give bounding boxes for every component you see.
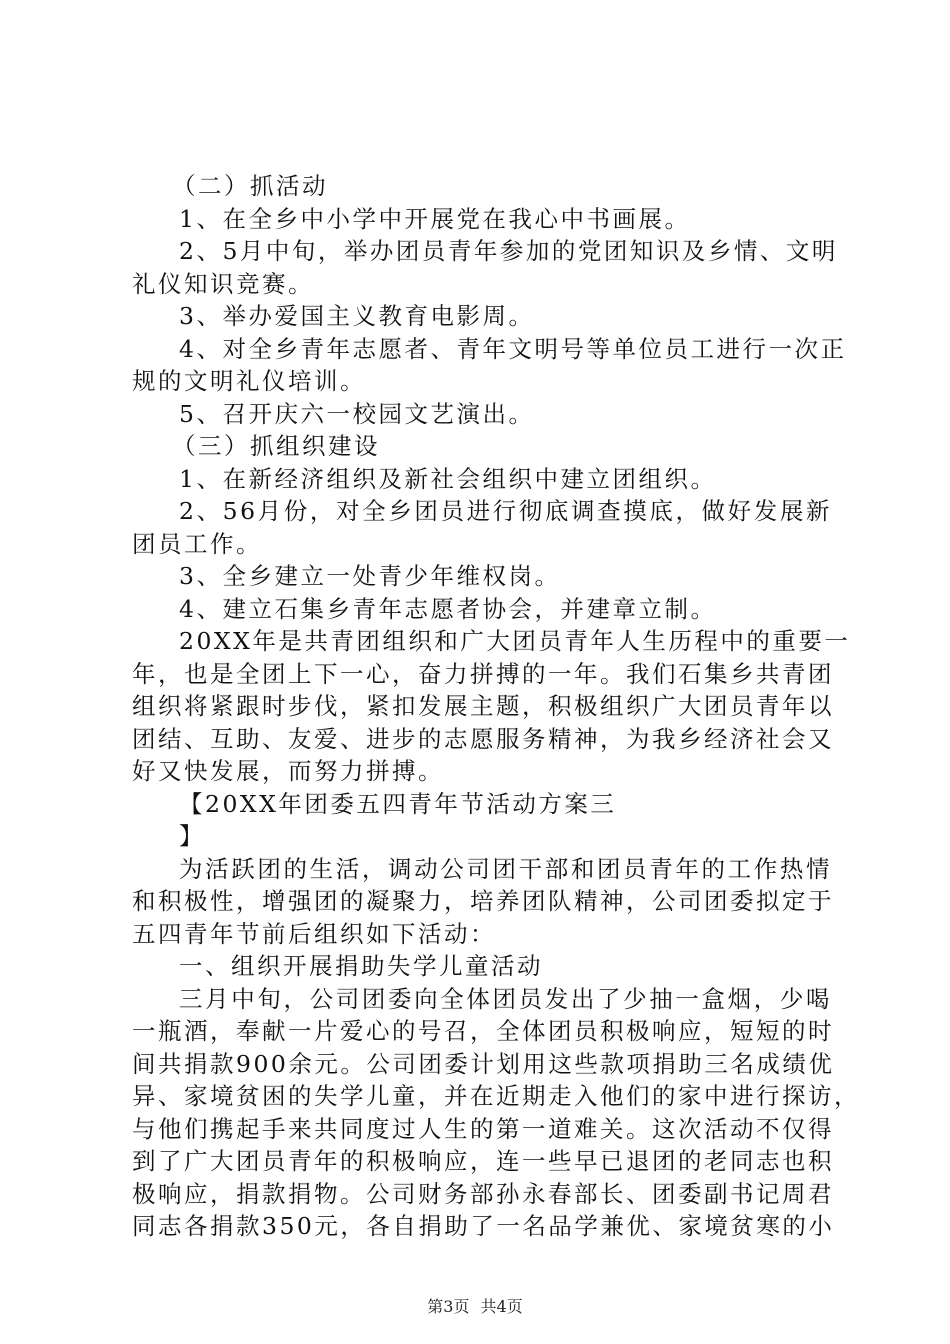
text-line: 同志各捐款350元，各自捐助了一名品学兼优、家境贫寒的小	[132, 1212, 835, 1240]
text-line: 好又快发展，而努力拼搏。	[132, 757, 444, 785]
text-line: 与他们携起手来共同度过人生的第一道难关。这次活动不仅得	[132, 1114, 834, 1143]
text-line: 20XX年是共青团组织和广大团员青年人生历程中的重要一	[179, 627, 851, 655]
text-line: 】	[179, 822, 205, 850]
text-line: 间共捐款900余元。公司团委计划用这些款项捐助三名成绩优	[132, 1049, 835, 1078]
text-line: 三月中旬，公司团委向全体团员发出了少抽一盒烟，少喝	[179, 984, 832, 1013]
text-line: 2、5月中旬，举办团员青年参加的党团知识及乡情、文明	[179, 237, 838, 265]
text-line: 【20XX年团委五四青年节活动方案三	[179, 789, 617, 818]
text-line: 团员工作。	[132, 529, 262, 558]
text-line: 异、家境贫困的失学儿童，并在近期走入他们的家中进行探访，	[132, 1082, 860, 1110]
text-line: 组织将紧跟时步伐，紧扣发展主题，积极组织广大团员青年以	[132, 692, 834, 720]
page-number: 第3页	[427, 1297, 470, 1316]
text-line: 1、在新经济组织及新社会组织中建立团组织。	[179, 464, 717, 493]
document-body	[132, 170, 860, 1243]
text-line: 团结、互助、友爱、进步的志愿服务精神，为我乡经济社会又	[132, 724, 834, 753]
text-line: （二）抓活动	[172, 172, 328, 200]
text-line: 一瓶酒，奉献一片爱心的号召，全体团员积极响应，短短的时	[132, 1017, 834, 1045]
text-line: 礼仪知识竞赛。	[132, 269, 314, 298]
text-line: 一、组织开展捐助失学儿童活动	[179, 952, 543, 980]
text-line: 年，也是全团上下一心，奋力拼搏的一年。我们石集乡共青团	[132, 659, 834, 688]
text-line: 极响应，捐款捐物。公司财务部孙永春部长、团委副书记周君	[132, 1179, 834, 1208]
text-line: 五四青年节前后组织如下活动：	[132, 919, 496, 948]
page-total: 共4页	[480, 1297, 523, 1316]
text-line: 规的文明礼仪培训。	[132, 367, 366, 395]
text-line: （三）抓组织建设	[172, 432, 380, 460]
text-line: 1、在全乡中小学中开展党在我心中书画展。	[179, 204, 691, 233]
text-line: 到了广大团员青年的积极响应，连一些早已退团的老同志也积	[132, 1147, 834, 1175]
text-line: 5、召开庆六一校园文艺演出。	[179, 399, 535, 428]
page-footer	[0, 1297, 950, 1317]
text-line: 4、建立石集乡青年志愿者协会，并建章立制。	[179, 594, 717, 623]
text-line: 为活跃团的生活，调动公司团干部和团员青年的工作热情	[179, 854, 832, 883]
text-line: 和积极性，增强团的凝聚力，培养团队精神，公司团委拟定于	[132, 887, 834, 915]
text-line: 2、56月份，对全乡团员进行彻底调查摸底，做好发展新	[179, 497, 832, 525]
text-line: 3、举办爱国主义教育电影周。	[179, 302, 535, 330]
text-line: 4、对全乡青年志愿者、青年文明号等单位员工进行一次正	[179, 334, 847, 363]
text-line: 3、全乡建立一处青少年维权岗。	[179, 562, 561, 590]
